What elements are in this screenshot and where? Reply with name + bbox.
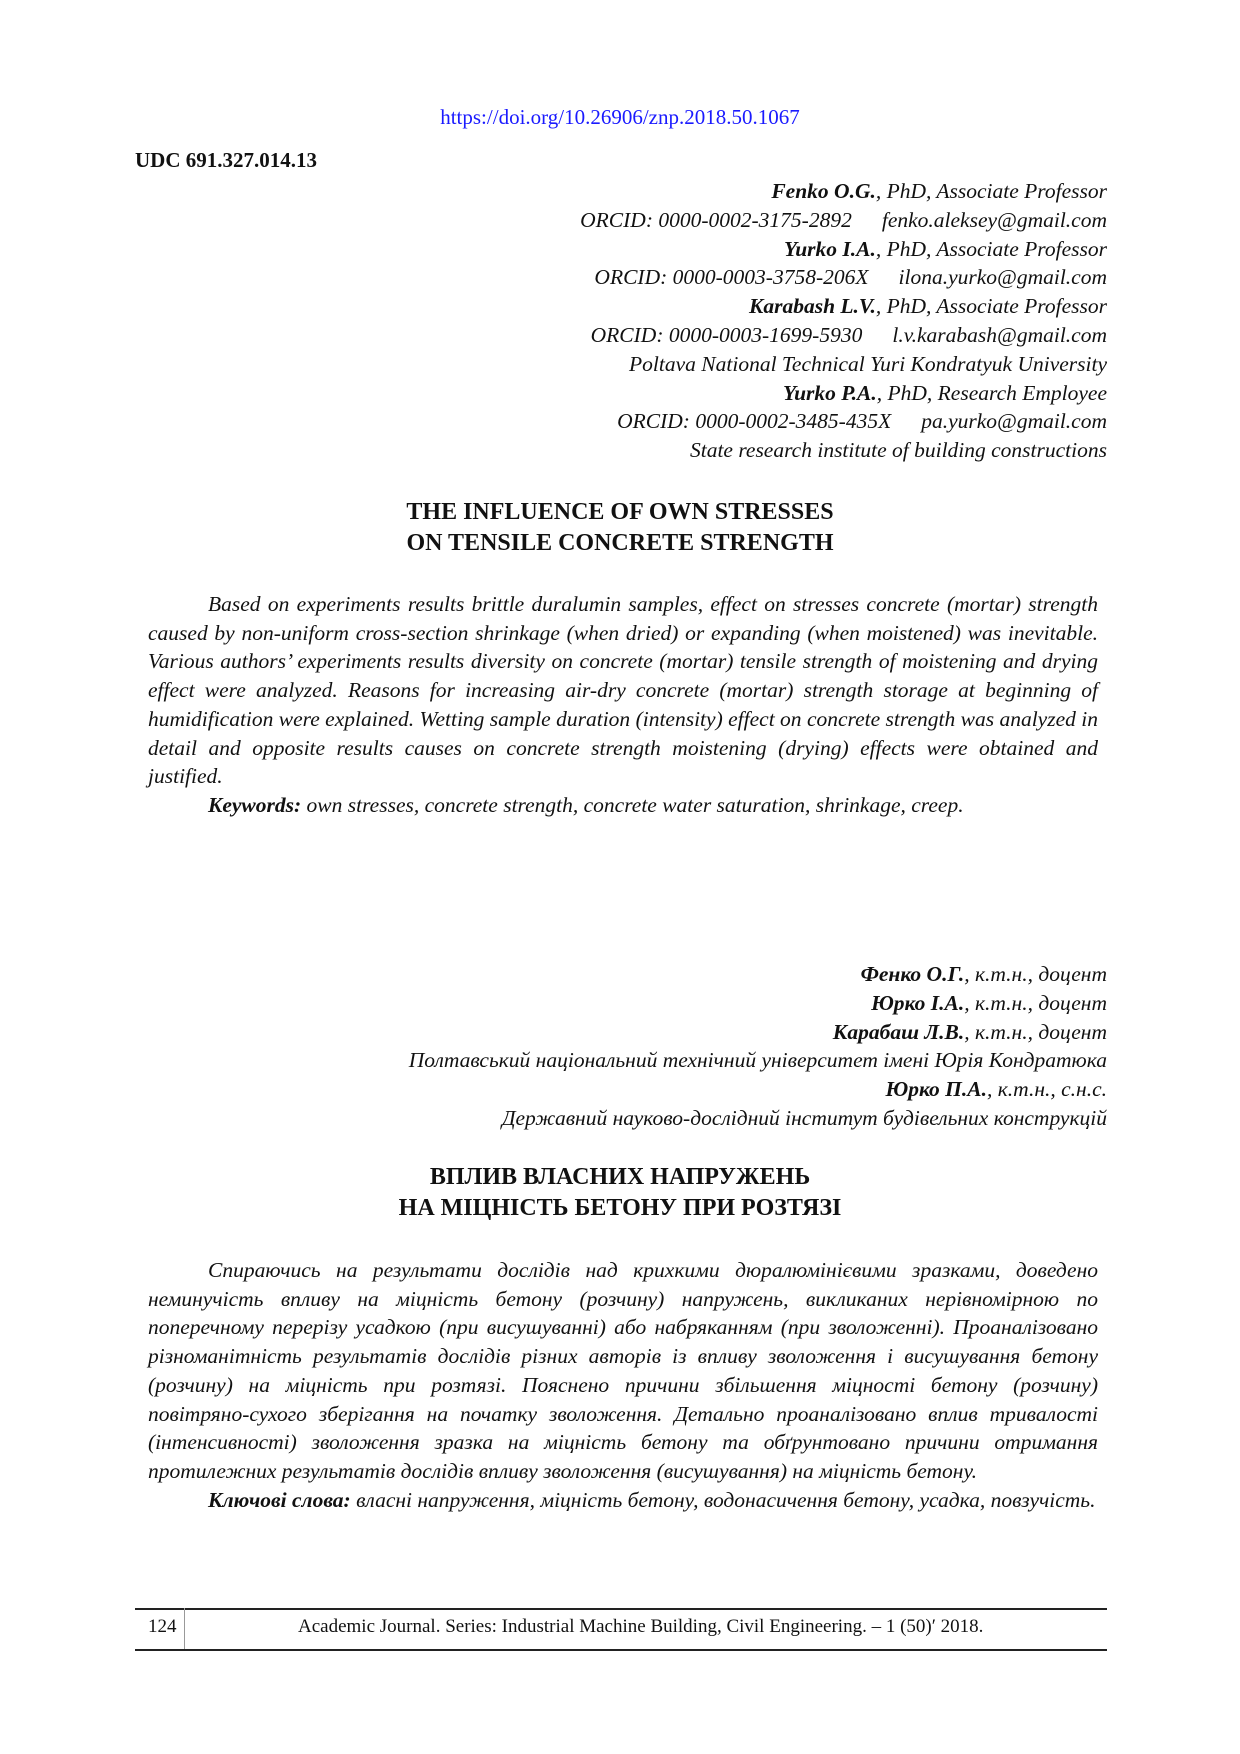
author-title: , к.т.н., доцент	[964, 1019, 1107, 1044]
affiliation: State research institute of building constructions	[689, 438, 1107, 463]
footer-rule-top	[135, 1608, 1107, 1610]
footer-rule-bottom	[135, 1649, 1107, 1651]
keywords	[148, 1486, 1098, 1515]
affiliation: Полтавський національний технічний університет імені Юрія Кондратюка	[408, 1048, 1107, 1073]
affiliation: Державний науково-дослідний інститут будівельних конструкцій	[501, 1105, 1107, 1130]
page-number: 124	[148, 1616, 177, 1637]
affiliation: Poltava National Technical Yuri Kondratyuk University	[629, 351, 1107, 376]
abstract-text: Based on experiments results brittle duralumin samples, effect on stresses concrete (mortar) strength caused by non-uniform cross-section shrinkage (when dried) or expanding (when moistened) was inevitable. Various authors’ experiments results diversity on concrete (mortar) tensile strength of moistening and drying effect were analyzed. Reasons for increasing air-dry concrete (mortar) strength storage at beginning of humidification were explained. Wetting sample duration (intensity) effect on concrete strength was analyzed in detail and opposite results causes on concrete strength moistening (drying) effects were obtained and justified.	[148, 592, 1098, 789]
udc-code: UDC 691.327.014.13	[135, 148, 317, 172]
footer-divider	[184, 1608, 185, 1651]
author-name: Юрко П.А.	[885, 1077, 987, 1102]
author-line	[580, 292, 1107, 321]
title-line: THE INFLUENCE OF OWN STRESSES	[406, 499, 834, 525]
abstract-text: Спираючись на результати дослідів над крихкими дюралюмінієвими зразками, доведено неминучість впливу на міцність бетону (розчину) напружень, викликаних нерівномірною по поперечному перерізу усадкою (при висушуванні) або набряканням (при зволоженні). Проаналізовано різноманітність результатів дослідів різних авторів із впливу зволоження і висушування бетону (розчину) на міцність при розтязі. Пояснено причини збільшення міцності бетону (розчину) повітряно-сухого зберігання на початку зволоження. Детально проаналізовано вплив тривалості (інтенсивності) зволоження зразка на міцність бетону та обґрунтовано причини отримання протилежних результатів дослідів впливу зволоження (висушування) на міцність бетону.	[148, 1258, 1098, 1483]
abstract-en	[148, 590, 1098, 820]
author-title: , PhD, Associate Professor	[875, 294, 1107, 319]
title-line: ON TENSILE CONCRETE STRENGTH	[406, 530, 834, 556]
author-name: Карабаш Л.В.	[832, 1019, 965, 1044]
author-email[interactable]: ilona.yurko@gmail.com	[898, 265, 1107, 290]
orcid: ORCID: 0000-0002-3175-2892	[580, 207, 852, 232]
authors-en	[580, 177, 1107, 465]
keywords-text: власні напруження, міцність бетону, водонасичення бетону, усадка, повзучість.	[350, 1487, 1096, 1512]
journal-citation: Academic Journal. Series: Industrial Machine Building, Civil Engineering. – 1 (50)′ 2018.	[298, 1616, 984, 1637]
author-name: Фенко О.Г.	[860, 962, 965, 986]
keywords	[148, 791, 1098, 820]
author-title: , PhD, Associate Professor	[875, 236, 1107, 261]
author-title: , к.т.н., доцент	[964, 962, 1107, 986]
orcid: ORCID: 0000-0003-1699-5930	[590, 322, 863, 347]
author-line	[580, 235, 1107, 264]
author-email[interactable]: l.v.karabash@gmail.com	[892, 322, 1107, 347]
abstract-ua	[148, 1256, 1098, 1514]
orcid-line	[580, 263, 1107, 292]
authors-ua	[409, 960, 1107, 1133]
author-title: , PhD, Associate Professor	[875, 179, 1107, 203]
orcid: ORCID: 0000-0002-3485-435X	[617, 409, 892, 434]
author-name: Yurko P.A.	[782, 380, 877, 405]
author-title: , к.т.н., с.н.с.	[986, 1077, 1107, 1102]
author-email[interactable]: pa.yurko@gmail.com	[921, 409, 1107, 434]
keywords-label: Ключові слова:	[208, 1487, 351, 1512]
orcid: ORCID: 0000-0003-3758-206X	[594, 265, 869, 290]
title-en	[0, 497, 1240, 559]
author-line	[409, 1018, 1107, 1047]
author-line	[580, 177, 1107, 206]
author-name: Fenko O.G.	[771, 179, 876, 203]
author-name: Karabash L.V.	[749, 294, 876, 319]
keywords-text: own stresses, concrete strength, concrete water saturation, shrinkage, creep.	[301, 792, 964, 817]
author-title: , к.т.н., доцент	[964, 990, 1107, 1015]
author-title: , PhD, Research Employee	[876, 380, 1107, 405]
author-email[interactable]: fenko.aleksey@gmail.com	[881, 207, 1107, 232]
orcid-line	[580, 206, 1107, 235]
doi-link[interactable]: https://doi.org/10.26906/znp.2018.50.1067	[440, 105, 800, 129]
author-line	[409, 989, 1107, 1018]
orcid-line	[580, 407, 1107, 436]
orcid-line	[580, 321, 1107, 350]
author-name: Yurko I.A.	[784, 236, 876, 261]
title-line: ВПЛИВ ВЛАСНИХ НАПРУЖЕНЬ	[429, 1164, 811, 1190]
author-line	[409, 1075, 1107, 1104]
author-line	[409, 960, 1107, 989]
keywords-label: Keywords:	[208, 792, 302, 817]
author-name: Юрко І.А.	[871, 990, 965, 1015]
title-ua	[0, 1162, 1240, 1224]
title-line: НА МІЦНІСТЬ БЕТОНУ ПРИ РОЗТЯЗІ	[398, 1195, 842, 1221]
author-line	[580, 379, 1107, 408]
